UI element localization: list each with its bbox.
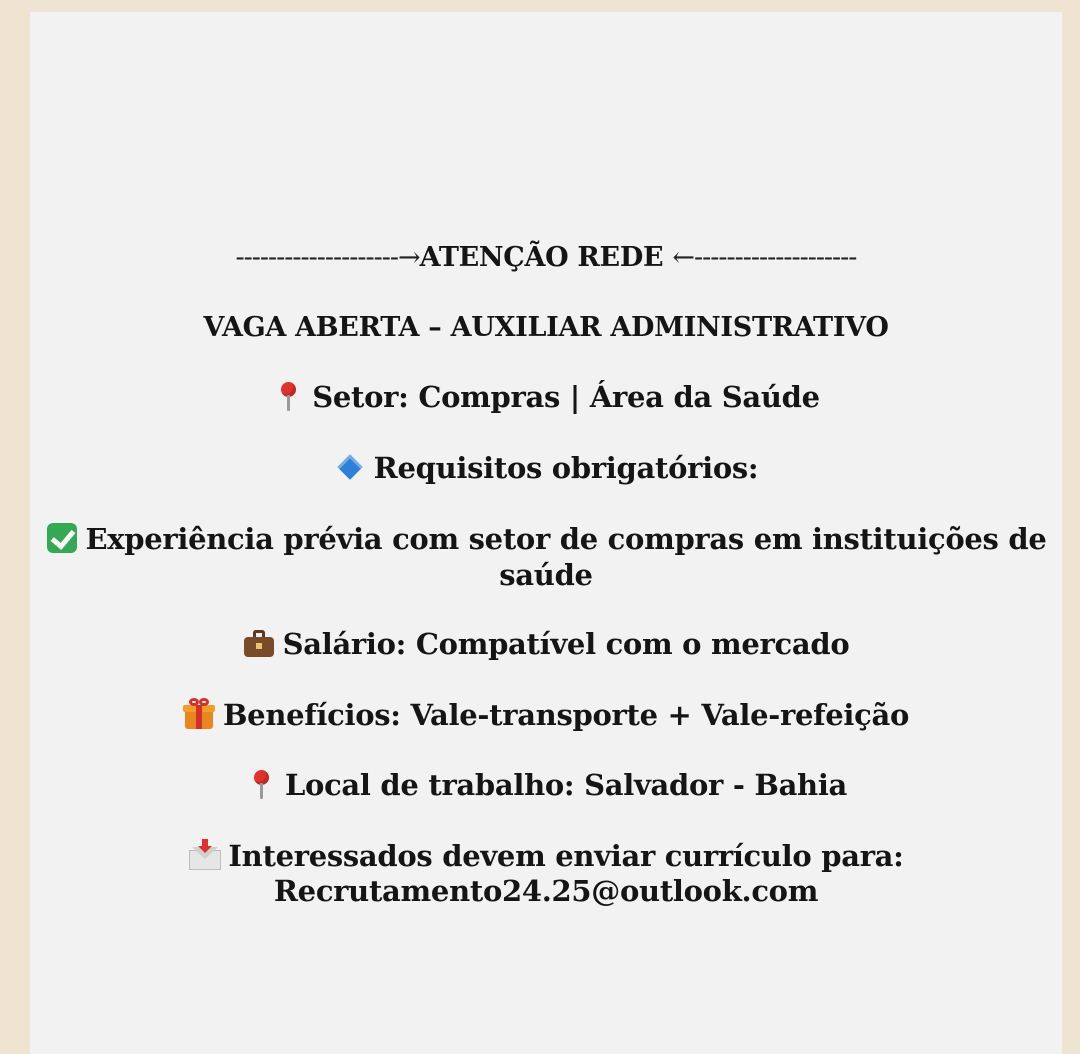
envelope-arrow-icon: [188, 839, 220, 871]
requirements-heading: Requisitos obrigatórios:: [373, 451, 759, 485]
location-line: [30, 767, 1062, 803]
requirement-item-text: Experiência prévia com setor de compras em instituições de: [85, 522, 1047, 556]
benefits-text: Benefícios: Vale-transporte + Vale-refeição: [222, 698, 910, 732]
contact-email: Recrutamento24.25@outlook.com: [273, 874, 819, 908]
header-line: [30, 240, 1062, 276]
header-left-dashes: --------------------→: [235, 242, 420, 273]
requirement-item-line2: saúde: [499, 558, 593, 592]
requirements-heading-line: [30, 450, 1062, 486]
location-text: Local de trabalho: Salvador - Bahia: [284, 768, 848, 802]
gift-icon: [183, 698, 215, 730]
contact-line: [30, 838, 1062, 874]
sector-text: Setor: Compras | Área da Saúde: [312, 380, 820, 414]
salary-line: [30, 626, 1062, 662]
sector-line: [30, 379, 1062, 415]
requirement-item-line1: [30, 521, 1062, 557]
blue-diamond-icon: [334, 451, 366, 483]
header-title: ATENÇÃO REDE: [419, 242, 664, 273]
header-right-dashes: ←--------------------: [672, 242, 857, 273]
salary-text: Salário: Compatível com o mercado: [282, 627, 850, 661]
round-pushpin-icon: [272, 380, 304, 412]
briefcase-icon: [243, 627, 275, 659]
headline: VAGA ABERTA – AUXILIAR ADMINISTRATIVO: [203, 312, 889, 343]
post-card: [30, 12, 1062, 1054]
round-pushpin-icon: [245, 768, 277, 800]
benefits-line: [30, 697, 1062, 733]
contact-text: Interessados devem enviar currículo para:: [228, 839, 904, 873]
check-mark-icon: [46, 522, 78, 554]
